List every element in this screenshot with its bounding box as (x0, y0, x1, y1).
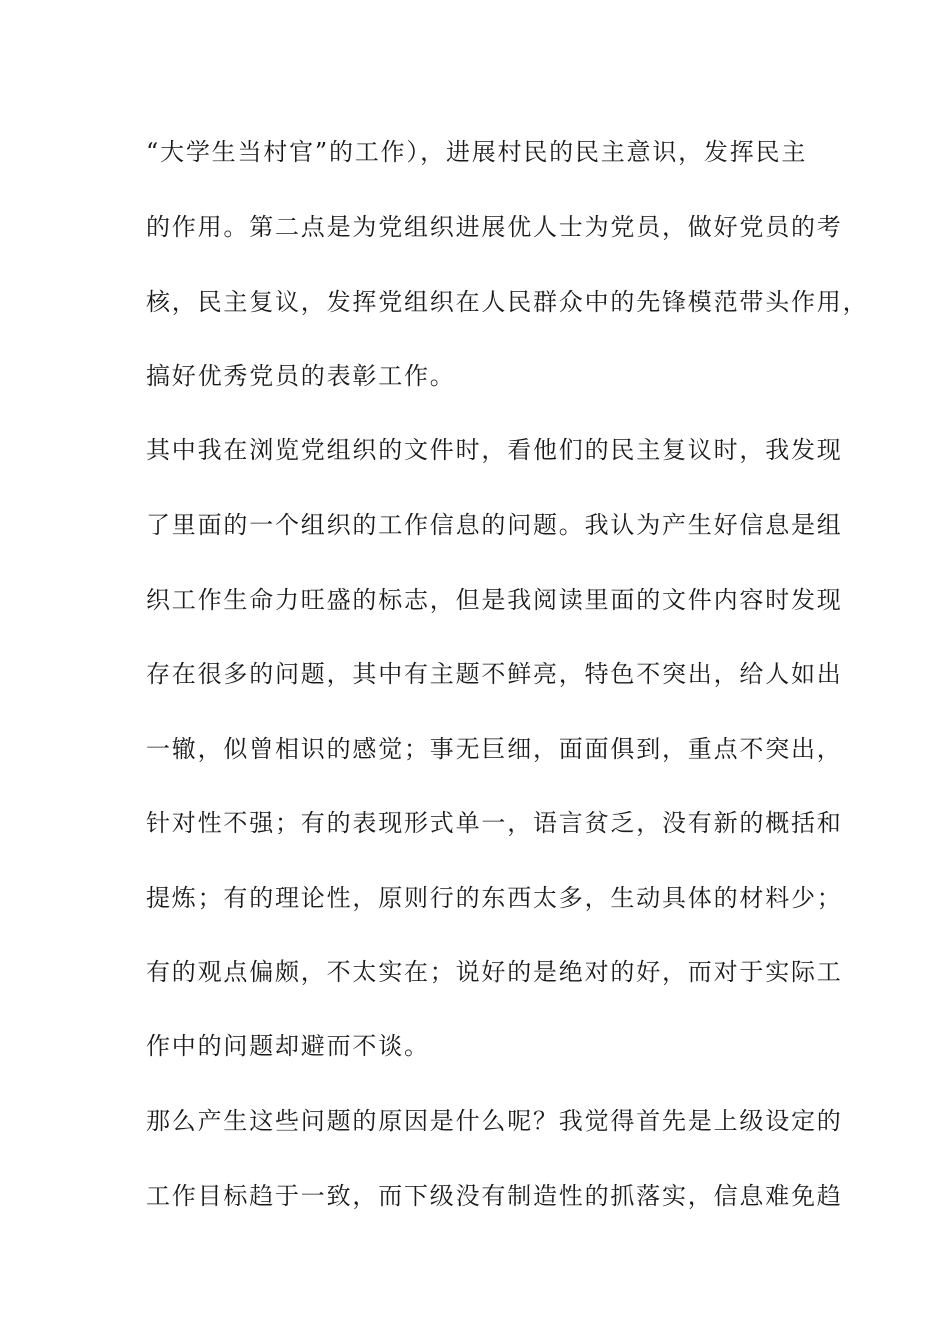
text-line: 一辙，似曾相识的感觉；事无巨细，面面俱到，重点不突出， (146, 735, 843, 763)
text-line: 提炼；有的理论性，原则行的东西太多，生动具体的材料少； (146, 884, 843, 912)
text-line: 存在很多的问题，其中有主题不鲜亮，特色不突出，给人如出 (146, 660, 843, 688)
text-line: 的作用。第二点是为党组织进展优人士为党员，做好党员的考 (146, 213, 843, 241)
text-line: 织工作生命力旺盛的标志，但是我阅读里面的文件内容时发现 (146, 586, 843, 614)
text-line: 有的观点偏颇，不太实在；说好的是绝对的好，而对于实际工 (146, 958, 843, 986)
text-line: “大学生当村官”的工作），进展村民的民主意识，发挥民主 (146, 138, 808, 166)
text-line: 针对性不强；有的表现形式单一，语言贫乏，没有新的概括和 (146, 809, 843, 837)
text-line: 了里面的一个组织的工作信息的问题。我认为产生好信息是组 (146, 511, 843, 539)
text-line: 其中我在浏览党组织的文件时，看他们的民主复议时，我发现 (146, 436, 843, 464)
text-line: 核，民主复议，发挥党组织在人民群众中的先锋模范带头作用， (146, 288, 869, 316)
text-line: 作中的问题却避而不谈。 (146, 1032, 430, 1060)
text-line: 那么产生这些问题的原因是什么呢？我觉得首先是上级设定的 (146, 1107, 843, 1135)
text-line: 搞好优秀党员的表彰工作。 (146, 362, 456, 390)
text-line: 工作目标趋于一致，而下级没有制造性的抓落实，信息难免趋 (146, 1182, 843, 1210)
